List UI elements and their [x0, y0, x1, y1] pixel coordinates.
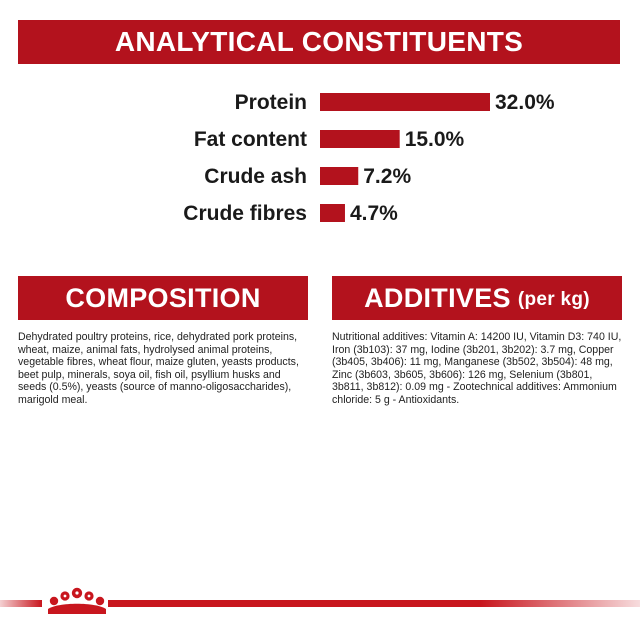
- bar: [320, 93, 490, 111]
- composition-title: COMPOSITION: [65, 282, 261, 313]
- analytical-constituents-title: ANALYTICAL CONSTITUENTS: [114, 26, 524, 57]
- bar-category-label: Crude ash: [204, 165, 307, 188]
- analytical-constituents-chart: [0, 80, 640, 250]
- bar-value-label: 4.7%: [349, 202, 398, 225]
- bar-value-label: 32.0%: [495, 91, 555, 114]
- bar-category-label: Crude fibres: [183, 202, 307, 225]
- bar: [320, 130, 400, 148]
- additives-banner: [332, 276, 622, 320]
- composition-text: Dehydrated poultry proteins, rice, dehydrated pork proteins, wheat, maize, animal fats, hydrolysed animal proteins, vegetable fibres, wheat flour, maize gluten, yeasts products, beet pulp, minerals, soya oil, fish oil, psyllium husks and seeds (0.5%), yeasts (source of manno-oligosaccharides), marigold meal.: [18, 331, 299, 406]
- additives-text: Nutritional additives: Vitamin A: 14200 IU, Vitamin D3: 740 IU, Iron (3b103): 37 mg, Iodine (3b201, 3b202): 3.7 mg, Copper (3b405, 3b406): 11 mg, Manganese (3b502, 3b504): 48 mg, Zinc (3b603, 3b605, 3b606): 126 mg, Selenium (3b801, 3b811, 3b812): 0.09 mg - Zootechnical additives: Ammonium chloride: 5 g - Antioxidants.: [332, 331, 622, 406]
- composition-banner: [18, 276, 308, 320]
- bar-value-label: 15.0%: [404, 128, 465, 151]
- bar-value-label: 7.2%: [363, 165, 412, 188]
- footer-line-left: [0, 600, 42, 607]
- additives-unit: (per kg): [517, 289, 590, 310]
- bar: [320, 204, 345, 222]
- additives-title: ADDITIVES: [364, 282, 511, 313]
- bar-category-label: Fat content: [193, 128, 307, 151]
- crown-icon: [44, 585, 110, 615]
- bar: [320, 167, 358, 185]
- analytical-constituents-banner: [18, 20, 620, 64]
- bar-category-label: Protein: [234, 91, 307, 114]
- footer-line: [108, 600, 640, 607]
